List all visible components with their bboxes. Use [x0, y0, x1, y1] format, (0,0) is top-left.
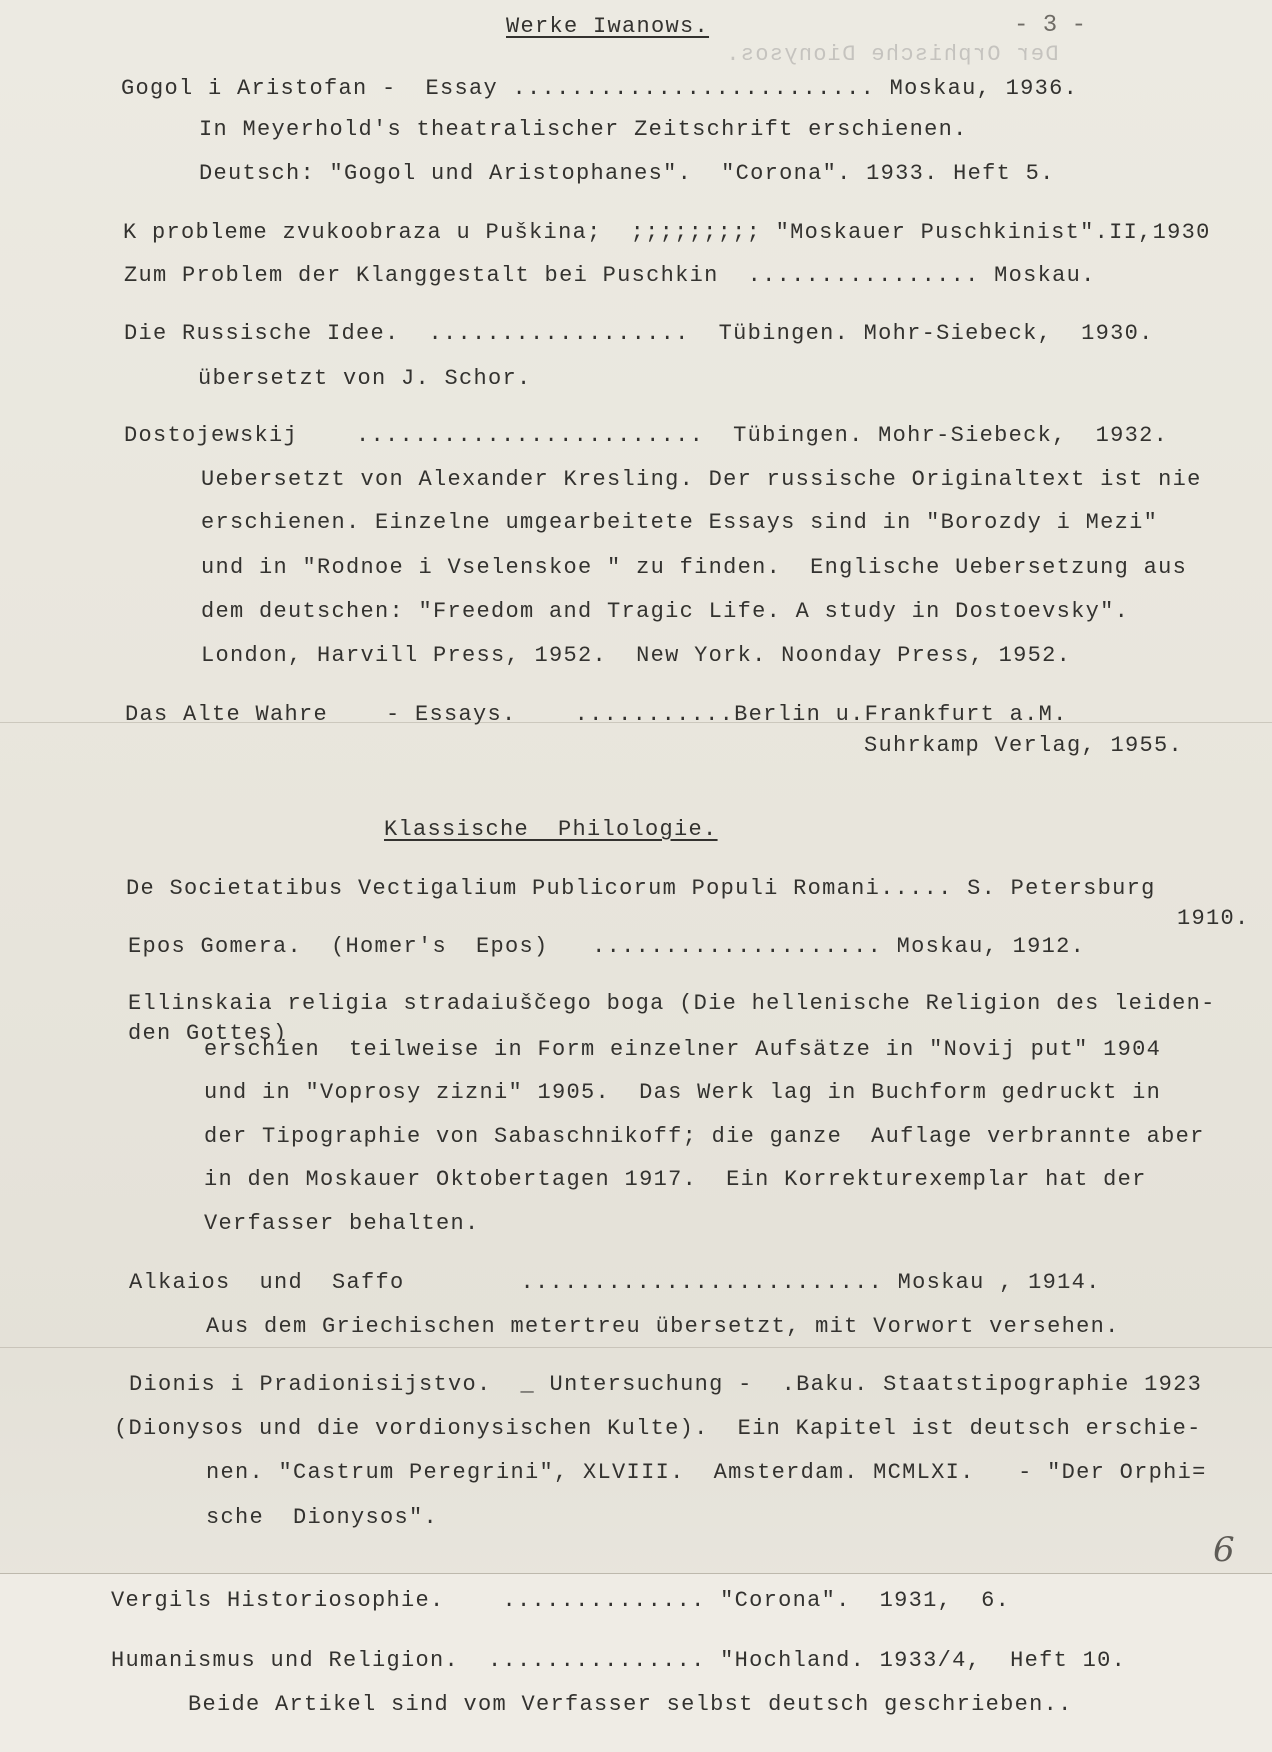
page-number: - 3 - — [1014, 12, 1087, 39]
handwritten-page-number: 6 — [1213, 1530, 1235, 1570]
entry-ellinskaia: den Gottes) — [128, 1021, 288, 1046]
entry-dionis-note: (Dionysos und die vordionysischen Kulte). Ein Kapitel ist deutsch erschie- — [114, 1416, 1202, 1441]
entry-dostojewskij: Dostojewskij ........................ Tübingen. Mohr-Siebeck, 1932. — [124, 423, 1169, 448]
paper-crease — [0, 1347, 1272, 1348]
entry-gogol-note: In Meyerhold's theatralischer Zeitschrift erschienen. — [199, 117, 968, 142]
entry-gogol-german: Deutsch: "Gogol und Aristophanes". "Corona". 1933. Heft 5. — [199, 161, 1055, 186]
entry-societatibus: De Societatibus Vectigalium Publicorum Populi Romani..... S. Petersburg — [126, 876, 1156, 901]
entry-dostojewskij-note: London, Harvill Press, 1952. New York. Noonday Press, 1952. — [201, 643, 1072, 668]
entry-gogol: Gogol i Aristofan - Essay ......................... Moskau, 1936. — [121, 76, 1079, 101]
entry-dostojewskij-note: dem deutschen: "Freedom and Tragic Life. A study in Dostoevsky". — [201, 599, 1130, 624]
entry-humanismus-note: Beide Artikel sind vom Verfasser selbst deutsch geschrieben.. — [188, 1692, 1073, 1717]
entry-ellinskaia-note: erschien teilweise in Form einzelner Aufsätze in "Novij put" 1904 — [204, 1037, 1162, 1062]
section-heading: Klassische Philologie. — [384, 817, 718, 842]
entry-ellinskaia-note: in den Moskauer Oktobertagen 1917. Ein Korrekturexemplar hat der — [204, 1167, 1147, 1192]
entry-ellinskaia: Ellinskaia religia stradaiuščego boga (Die hellenische Religion des leiden- — [128, 991, 1216, 1016]
entry-vergils: Vergils Historiosophie. .............. "Corona". 1931, 6. — [111, 1588, 1011, 1613]
entry-alte-wahre: Das Alte Wahre - Essays. ...........Berlin u.Frankfurt a.M. — [125, 702, 1068, 727]
entry-dionis-note: nen. "Castrum Peregrini", XLVIII. Amsterdam. MCMLXI. - "Der Orphi= — [206, 1460, 1207, 1485]
entry-dostojewskij-note: Uebersetzt von Alexander Kresling. Der russische Originaltext ist nie — [201, 467, 1202, 492]
entry-dostojewskij-note: erschienen. Einzelne umgearbeitete Essays sind in "Borozdy i Mezi" — [201, 510, 1159, 535]
entry-russische-idee-translator: übersetzt von J. Schor. — [198, 366, 532, 391]
entry-epos-gomera: Epos Gomera. (Homer's Epos) .................... Moskau, 1912. — [128, 934, 1086, 959]
show-through-text: Der Orphische Dionysos. — [725, 42, 1059, 67]
entry-alkaios-note: Aus dem Griechischen metertreu übersetzt, mit Vorwort versehen. — [206, 1314, 1120, 1339]
entry-dostojewskij-note: und in "Rodnoe i Vselenskoe " zu finden. Englische Uebersetzung aus — [201, 555, 1188, 580]
entry-puschkin-german: Zum Problem der Klanggestalt bei Puschkin ................ Moskau. — [124, 263, 1096, 288]
entry-ellinskaia-note: Verfasser behalten. — [204, 1211, 480, 1236]
entry-russische-idee: Die Russische Idee. .................. Tübingen. Mohr-Siebeck, 1930. — [124, 321, 1154, 346]
page-title: Werke Iwanows. — [506, 14, 710, 39]
entry-dionis: Dionis i Pradionisijstvo. _ Untersuchung - .Baku. Staatstipographie 1923 — [129, 1372, 1203, 1397]
entry-puschkin: K probleme zvukoobraza u Puškina; ;;;;;;;;; "Moskauer Puschkinist".II,1930 — [123, 220, 1211, 245]
entry-ellinskaia-note: und in "Voprosy zizni" 1905. Das Werk lag in Buchform gedruckt in — [204, 1080, 1162, 1105]
entry-societatibus-year: 1910. — [1177, 906, 1250, 931]
entry-humanismus: Humanismus und Religion. ............... "Hochland. 1933/4, Heft 10. — [111, 1648, 1127, 1673]
entry-dionis-note: sche Dionysos". — [206, 1505, 439, 1530]
entry-ellinskaia-note: der Tipographie von Sabaschnikoff; die ganze Auflage verbrannte aber — [204, 1124, 1205, 1149]
entry-alkaios: Alkaios und Saffo ......................... Moskau , 1914. — [129, 1270, 1101, 1295]
entry-alte-wahre-publisher: Suhrkamp Verlag, 1955. — [864, 733, 1184, 758]
